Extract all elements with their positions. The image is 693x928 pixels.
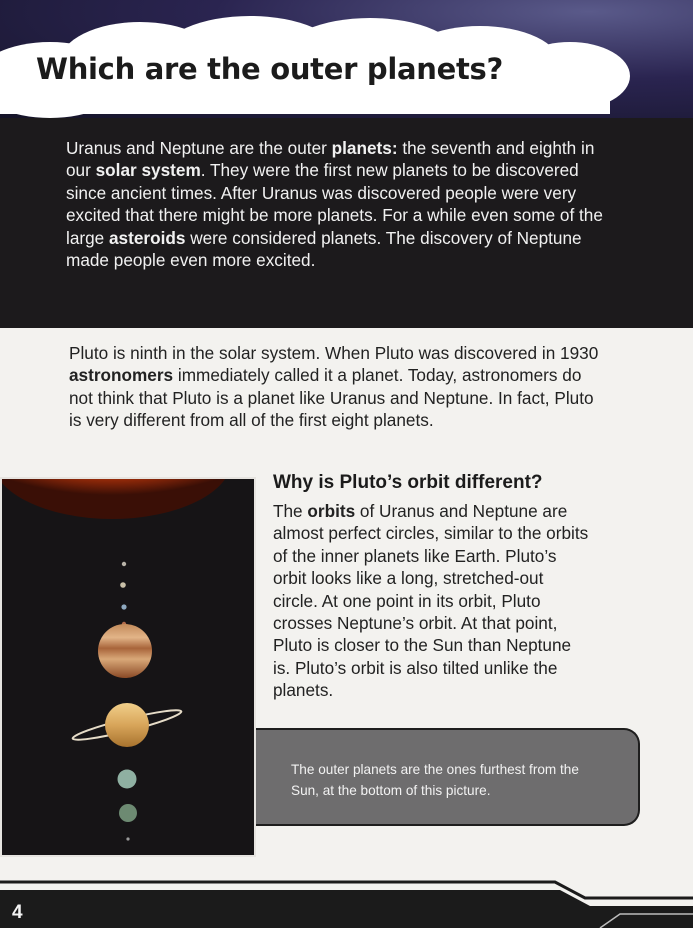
image-caption: The outer planets are the ones furthest from the Sun, at the bottom of this picture. xyxy=(291,762,579,798)
venus-shape xyxy=(120,582,126,588)
earth-shape xyxy=(121,604,126,609)
page-title: Which are the outer planets? xyxy=(36,52,504,86)
uranus-shape xyxy=(118,770,137,789)
orbit-paragraph: The orbits of Uranus and Neptune are almost perfect circles, similar to the orbits of the inner planets like Earth. Pluto’s orbit looks like a long, stretched-out circle. At one point in its orbit, Pluto crosses Neptune’s orbit. At that point, Pluto is closer to the Sun than Neptune is. Pluto’s orbit is also tilted unlike the planets. xyxy=(273,501,589,701)
term-planets: planets: xyxy=(331,138,398,158)
saturn-shape xyxy=(105,703,149,747)
mercury-shape xyxy=(122,562,126,566)
term-solar-system: solar system xyxy=(95,160,201,181)
intro-paragraph: Uranus and Neptune are the outer planets: the seventh and eighth in our solar system. They were the first new planets to be discovered since ancient times. After Uranus was discovered people were very excited that there might be more planets. For a while even some of the large asteroids were considered planets. The discovery of Neptune made people even more excited. xyxy=(66,138,603,271)
term-asteroids: asteroids xyxy=(109,227,186,248)
page-number: 4 xyxy=(12,902,23,923)
neptune-shape xyxy=(119,804,137,822)
term-orbits: orbits xyxy=(307,501,356,521)
pluto-paragraph: Pluto is ninth in the solar system. When Pluto was discovered in 1930 astronomers immediately called it a planet. Today, astronomers do not think that Pluto is a planet like Uranus and Neptune. In fact, Pluto is very different from all of the first eight planets. xyxy=(69,343,599,431)
footer-bar xyxy=(0,870,693,928)
solar-system-image xyxy=(0,477,256,857)
term-astronomers: astronomers xyxy=(69,365,174,386)
jupiter-shape xyxy=(98,624,152,678)
solar-system-illustration xyxy=(2,479,254,855)
pluto-shape xyxy=(126,837,129,840)
orbit-subheading: Why is Pluto’s orbit different? xyxy=(273,472,543,493)
